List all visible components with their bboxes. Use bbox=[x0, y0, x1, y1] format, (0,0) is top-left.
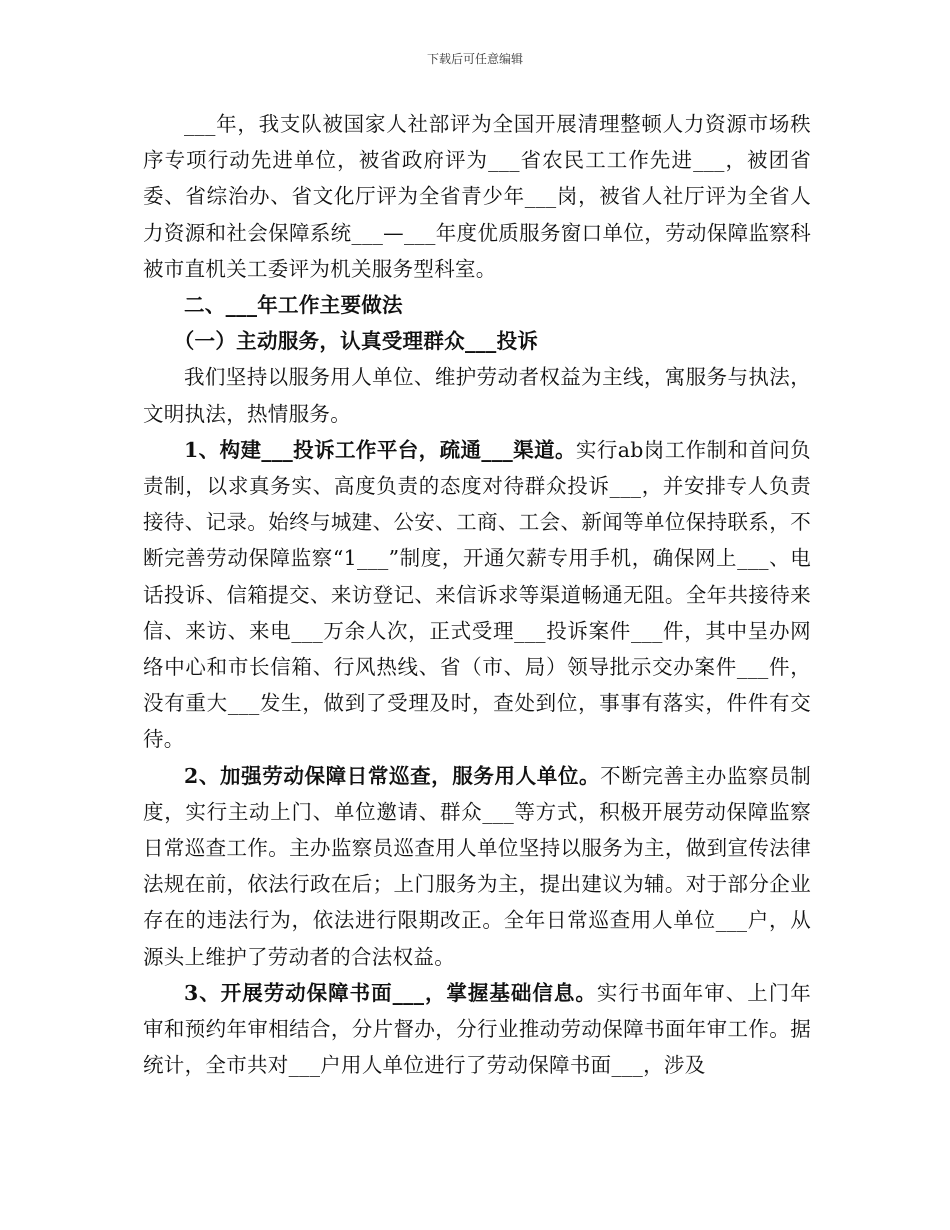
item-2-text: 不断完善主办监察员制度，实行主动上门、单位邀请、群众___等方式，积极开展劳动保障监察日常巡查工作。主办监察员巡查用人单位坚持以服务为主，做到宣传法律法规在前，依法行政在后；上门服务为主，提出建议为辅。对于部分企业存在的违法行为，依法进行限期改正。全年日常巡查用人单位___户，从源头上维护了劳动者的合法权益。 bbox=[143, 763, 812, 969]
document-body bbox=[143, 106, 811, 1083]
paragraph-item-1 bbox=[143, 432, 811, 758]
item-2-lead: 2、加强劳动保障日常巡查，服务用人单位。 bbox=[184, 763, 601, 788]
paragraph-intro: 我们坚持以服务用人单位、维护劳动者权益为主线，寓服务与执法，文明执法，热情服务。 bbox=[143, 365, 811, 426]
paragraph-item-3 bbox=[143, 975, 811, 1084]
paragraph-awards: ___年，我支队被国家人社部评为全国开展清理整顿人力资源市场秩序专项行动先进单位，被省政府评为___省农民工工作先进___，被团省委、省综治办、省文化厅评为全省青少年___岗，被省人社厅评为全省人力资源和社会保障系统___—___年度优质服务窗口单位，劳动保障监察科被市直机关工委评为机关服务型科室。 bbox=[143, 112, 811, 281]
item-3-lead: 3、开展劳动保障书面___，掌握基础信息。 bbox=[184, 980, 597, 1005]
item-1-text: 实行ab岗工作制和首问负责制，以求真务实、高度负责的态度对待群众投诉___，并安排专人负责接待、记录。始终与城建、公安、工商、工会、新闻等单位保持联系，不断完善劳动保障监察“1___”制度，开通欠薪专用手机，确保网上___、电话投诉、信箱提交、来访登记、来信诉求等渠道畅通无阻。全年共接待来信、来访、来电___万余人次，正式受理___投诉案件___件，其中呈办网络中心和市长信箱、行风热线、省（市、局）领导批示交办案件___件，没有重大___发生，做到了受理及时，查处到位，事事有落实，件件有交待。 bbox=[143, 437, 811, 752]
item-3-text: 实行书面年审、上门年审和预约年审相结合，分片督办，分行业推动劳动保障书面年审工作。据统计，全市共对___户用人单位进行了劳动保障书面___，涉及 bbox=[143, 980, 811, 1078]
page-header-note: 下载后可任意编辑 bbox=[426, 52, 523, 66]
section-heading: 二、___年工作主要做法 bbox=[184, 293, 403, 318]
item-1-lead: 1、构建___投诉工作平台，疏通___渠道。 bbox=[184, 437, 576, 462]
subsection-heading: （一）主动服务，认真受理群众___投诉 bbox=[173, 329, 539, 354]
paragraph-item-2 bbox=[143, 758, 811, 975]
